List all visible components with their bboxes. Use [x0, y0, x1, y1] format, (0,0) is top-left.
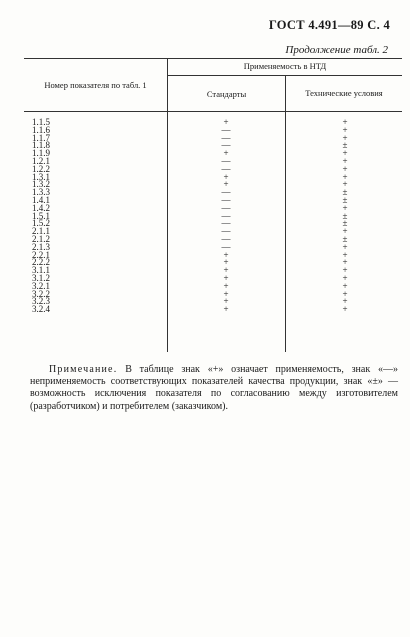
indicator-number: 1.3.2 — [32, 179, 50, 190]
tech-conditions-mark: + — [342, 132, 348, 143]
standards-mark: + — [223, 257, 229, 268]
indicator-number: 2.2.2 — [32, 257, 50, 268]
tech-conditions-mark: ± — [342, 233, 348, 244]
standards-mark: — — [221, 202, 231, 213]
tech-conditions-mark: ± — [342, 140, 348, 151]
standards-mark: + — [223, 288, 229, 299]
standards-mark: — — [221, 241, 231, 252]
indicator-number: 3.1.2 — [32, 272, 50, 283]
standards-mark: + — [223, 280, 229, 291]
standards-mark: — — [221, 155, 231, 166]
indicator-number: 2.1.3 — [32, 241, 50, 252]
standards-mark: — — [221, 218, 231, 229]
standards-mark: — — [221, 194, 231, 205]
indicator-number: 1.3.3 — [32, 187, 50, 198]
tech-conditions-mark: ± — [342, 218, 348, 229]
indicator-number: 3.2.4 — [32, 304, 50, 315]
tech-conditions-mark: + — [342, 296, 348, 307]
column-header-group: Применяемость в НТД — [168, 59, 402, 76]
standards-mark: — — [221, 226, 231, 237]
standards-mark: + — [223, 296, 229, 307]
indicator-number: 1.1.8 — [32, 140, 50, 151]
page-header: ГОСТ 4.491—89 С. 4 — [268, 18, 390, 32]
tech-conditions-mark: + — [342, 288, 348, 299]
tech-conditions-mark: + — [342, 117, 348, 127]
tech-conditions-mark: + — [342, 155, 348, 166]
indicator-number: 3.2.1 — [32, 280, 50, 291]
indicator-number: 1.1.6 — [32, 124, 50, 135]
tech-conditions-mark: ± — [342, 187, 348, 198]
standards-mark: — — [221, 132, 231, 143]
standards-mark: + — [223, 179, 229, 190]
standards-mark: + — [223, 171, 229, 182]
indicator-number: 1.1.9 — [32, 148, 50, 159]
standards-mark: + — [223, 265, 229, 276]
table-header — [24, 58, 402, 112]
applicability-table — [24, 58, 402, 352]
standards-mark: — — [221, 187, 231, 198]
indicator-number: 1.4.2 — [32, 202, 50, 213]
column-header-standards: Стандарты — [168, 76, 286, 111]
standards-mark: — — [221, 140, 231, 151]
tech-conditions-mark: + — [342, 304, 348, 315]
tech-conditions-mark: + — [342, 265, 348, 276]
indicator-number: 1.4.1 — [32, 194, 50, 205]
standards-mark: + — [223, 117, 229, 127]
indicator-number: 1.5.2 — [32, 218, 50, 229]
table-row — [24, 305, 402, 313]
indicator-number: 1.1.5 — [32, 117, 50, 127]
indicator-number: 1.1.7 — [32, 132, 50, 143]
standards-mark: — — [221, 163, 231, 174]
tech-conditions-mark: + — [342, 124, 348, 135]
indicator-number: 2.2.1 — [32, 249, 50, 260]
note-label: Примечание. — [49, 364, 118, 375]
indicator-number: 1.2.1 — [32, 155, 50, 166]
standards-mark: — — [221, 124, 231, 135]
indicator-number: 2.1.1 — [32, 226, 50, 237]
standards-mark: + — [223, 272, 229, 283]
standards-mark: — — [221, 233, 231, 244]
standards-mark: + — [223, 304, 229, 315]
tech-conditions-mark: + — [342, 257, 348, 268]
standards-mark: + — [223, 148, 229, 159]
column-header-tech-conditions: Технические условия — [305, 88, 383, 98]
tech-conditions-mark: + — [342, 249, 348, 260]
standards-mark: — — [221, 210, 231, 221]
table-rows — [24, 118, 402, 313]
table-body — [24, 112, 402, 352]
indicator-number: 2.1.2 — [32, 233, 50, 244]
indicator-number: 1.2.2 — [32, 163, 50, 174]
table-note — [30, 364, 398, 413]
tech-conditions-mark: + — [342, 148, 348, 159]
tech-conditions-mark: + — [342, 163, 348, 174]
indicator-number: 3.2.2 — [32, 288, 50, 299]
tech-conditions-mark: ± — [342, 194, 348, 205]
note-text: В таблице знак «+» означает применяемость, знак «—» неприменяемость соответствующих показателей качества продукции, знак «±» — возможность исключения показателя по согласованию между изготовителем (разработчиком) и потребителем (заказчиком). — [30, 364, 398, 412]
tech-conditions-mark: + — [342, 272, 348, 283]
indicator-number: 1.5.1 — [32, 210, 50, 221]
tech-conditions-mark: + — [342, 179, 348, 190]
tech-conditions-mark: + — [342, 202, 348, 213]
indicator-number: 3.2.3 — [32, 296, 50, 307]
indicator-number: 3.1.1 — [32, 265, 50, 276]
column-header-indicator: Номер показателя по табл. 1 — [24, 59, 168, 111]
tech-conditions-mark: + — [342, 280, 348, 291]
standards-mark: + — [223, 249, 229, 260]
indicator-number: 1.3.1 — [32, 171, 50, 182]
tech-conditions-mark: + — [342, 171, 348, 182]
tech-conditions-mark: + — [342, 226, 348, 237]
table-continuation-label: Продолжение табл. 2 — [285, 44, 388, 56]
tech-conditions-mark: ± — [342, 210, 348, 221]
tech-conditions-mark: + — [342, 241, 348, 252]
